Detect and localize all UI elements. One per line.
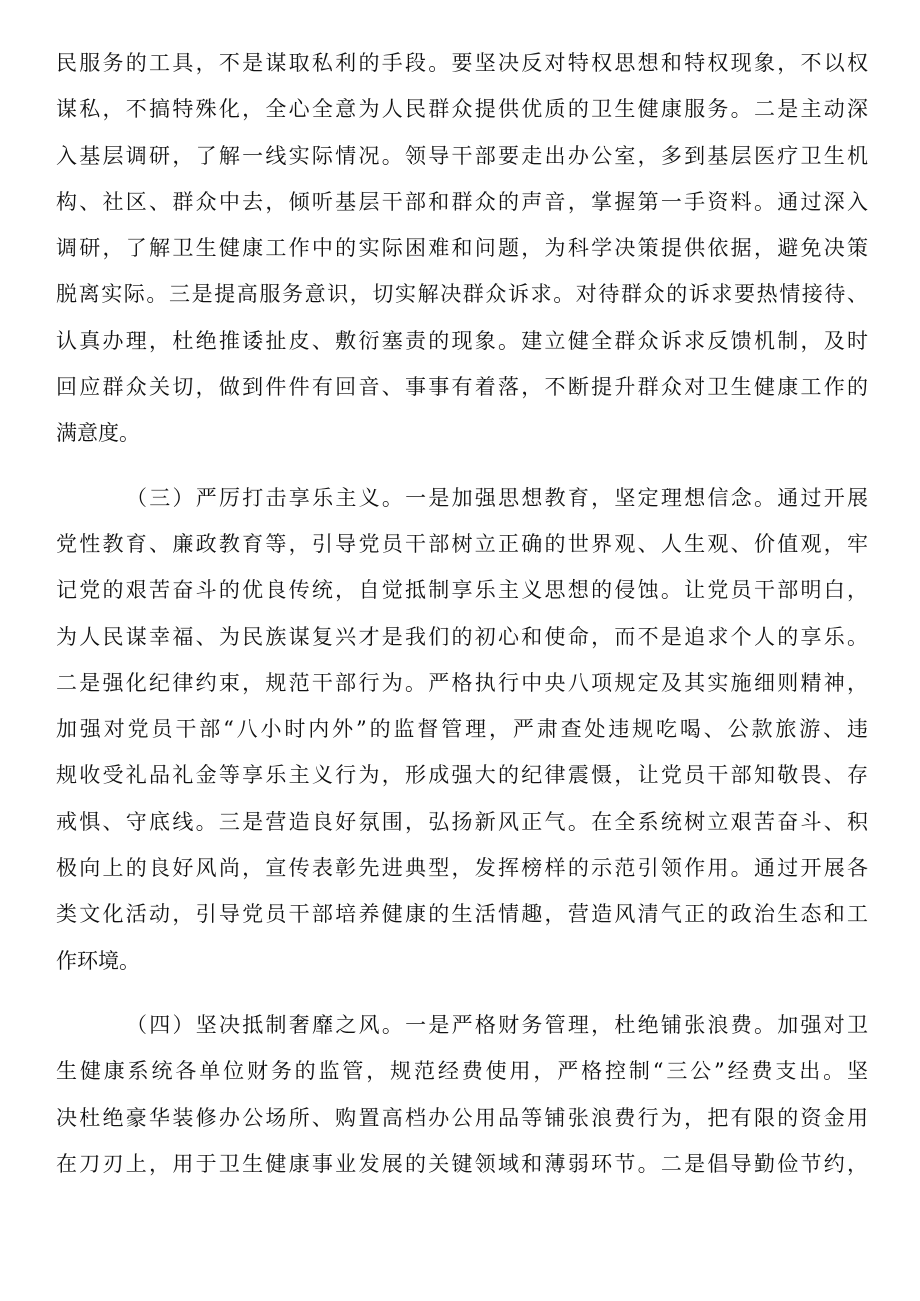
text-line: 加强对党员干部“八小时内外”的监督管理，严肃查处违规吃喝、公款旅游、违	[56, 717, 868, 742]
text-line: 回应群众关切，做到件件有回音、事事有着落，不断提升群众对卫生健康工作的	[56, 375, 868, 400]
paragraph-gap	[56, 984, 868, 1002]
text-line: 记党的艰苦奋斗的优良传统，自觉抵制享乐主义思想的侵蚀。让党员干部明白，	[56, 578, 868, 603]
section-heading-line: （三）严厉打击享乐主义。一是加强思想教育，坚定理想信念。通过开展	[126, 485, 868, 510]
text-line: 在刀刃上，用于卫生健康事业发展的关键领域和薄弱环节。二是倡导勤俭节约，	[56, 1151, 868, 1176]
text-line: 满意度。	[56, 421, 140, 446]
text-line: 认真办理，杜绝推诿扯皮、敷衍塞责的现象。建立健全群众诉求反馈机制，及时	[56, 328, 868, 353]
text-line: 类文化活动，引导党员干部培养健康的生活情趣，营造风清气正的政治生态和工	[56, 902, 868, 927]
paragraph-continued	[56, 40, 868, 457]
paragraph-section-3	[56, 475, 868, 984]
text-line: 极向上的良好风尚，宣传表彰先进典型，发挥榜样的示范引领作用。通过开展各	[56, 856, 868, 881]
text-line: 构、社区、群众中去，倾听基层干部和群众的声音，掌握第一手资料。通过深入	[56, 189, 868, 214]
text-line: 戒惧、守底线。三是营造良好氛围，弘扬新风正气。在全系统树立艰苦奋斗、积	[56, 809, 868, 834]
section-heading-line: （四）坚决抵制奢靡之风。一是严格财务管理，杜绝铺张浪费。加强对卫	[126, 1012, 868, 1037]
text-line: 规收受礼品礼金等享乐主义行为，形成强大的纪律震慑，让党员干部知敬畏、存	[56, 763, 868, 788]
text-line: 调研，了解卫生健康工作中的实际困难和问题，为科学决策提供依据，避免决策	[56, 236, 868, 261]
paragraph-gap	[56, 457, 868, 475]
text-line: 脱离实际。三是提高服务意识，切实解决群众诉求。对待群众的诉求要热情接待、	[56, 282, 868, 307]
text-line: 生健康系统各单位财务的监管，规范经费使用，严格控制“三公”经费支出。坚	[56, 1059, 868, 1084]
text-line: 入基层调研，了解一线实际情况。领导干部要走出办公室，多到基层医疗卫生机	[56, 143, 868, 168]
text-line: 谋私，不搞特殊化，全心全意为人民群众提供优质的卫生健康服务。二是主动深	[56, 97, 868, 122]
text-line: 二是强化纪律约束，规范干部行为。严格执行中央八项规定及其实施细则精神，	[56, 670, 868, 695]
text-line: 民服务的工具，不是谋取私利的手段。要坚决反对特权思想和特权现象，不以权	[56, 51, 868, 75]
paragraph-section-4	[56, 1002, 868, 1187]
document-page	[56, 40, 868, 1187]
text-line: 为人民谋幸福、为民族谋复兴才是我们的初心和使命，而不是追求个人的享乐。	[56, 624, 868, 649]
text-line: 决杜绝豪华装修办公场所、购置高档办公用品等铺张浪费行为，把有限的资金用	[56, 1105, 868, 1130]
text-line: 作环境。	[56, 948, 140, 973]
text-line: 党性教育、廉政教育等，引导党员干部树立正确的世界观、人生观、价值观，牢	[56, 531, 868, 556]
